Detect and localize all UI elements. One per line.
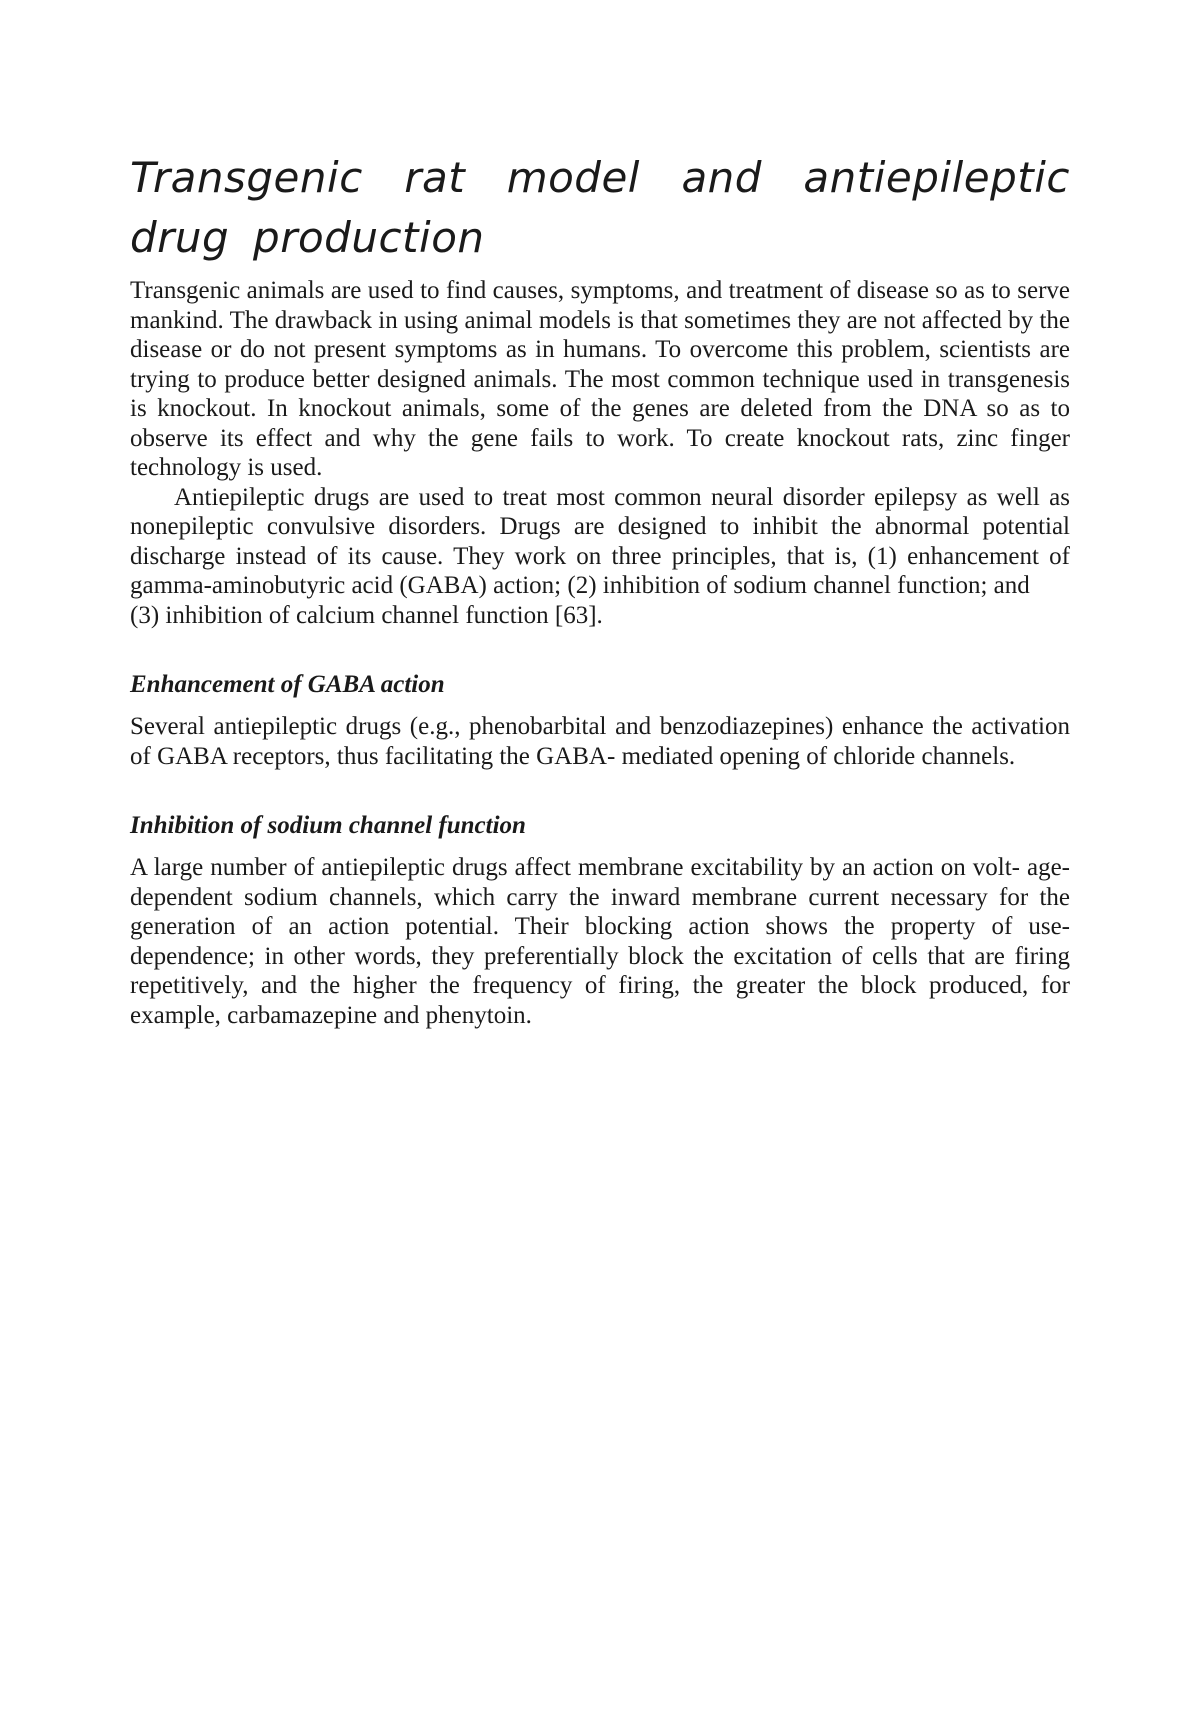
antiepileptic-paragraph: Antiepileptic drugs are used to treat most common neural disorder epilepsy as well as nonepileptic convulsive disorders. Drugs are designed to inhibit the abnormal potential discharge instead of its cause. They work on three principles, that is, (1) enhancement of gamma-aminobutyric acid (GABA) action; (2) inhibition of sodium channel function; and <box>130 483 1070 599</box>
section-body-sodium-channel: A large number of antiepileptic drugs affect membrane excitability by an action on volt- age-dependent sodium channels, which carry the inward membrane current necessary for the generation of an action potential. Their blocking action shows the property of use- dependence; in other words, they preferentially block the excitation of cells that are firing repetitively, and the higher the frequency of firing, the greater the block produced, for example, carbamazepine and phenytoin. <box>130 854 1070 1029</box>
section-body-gaba: Several antiepileptic drugs (e.g., phenobarbital and benzodiazepines) enhance the activation of GABA receptors, thus facilitating the GABA- mediated opening of chloride channels. <box>130 713 1070 770</box>
section-heading-gaba: Enhancement of GABA action <box>130 671 445 698</box>
section-heading-sodium-channel: Inhibition of sodium channel function <box>130 812 526 839</box>
document-page <box>130 148 1070 1030</box>
page-title: Transgenic rat model and antiepileptic drug production <box>130 153 1070 262</box>
antiepileptic-paragraph-continuation: (3) inhibition of calcium channel function [63]. <box>130 601 603 629</box>
intro-paragraph: Transgenic animals are used to find causes, symptoms, and treatment of disease so as to serve mankind. The drawback in using animal models is that sometimes they are not affected by the disease or do not present symptoms as in humans. To overcome this problem, scientists are trying to produce better designed animals. The most common technique used in transgenesis is knockout. In knockout animals, some of the genes are deleted from the DNA so as to observe its effect and why the gene fails to work. To create knockout rats, zinc finger technology is used. <box>130 277 1070 481</box>
